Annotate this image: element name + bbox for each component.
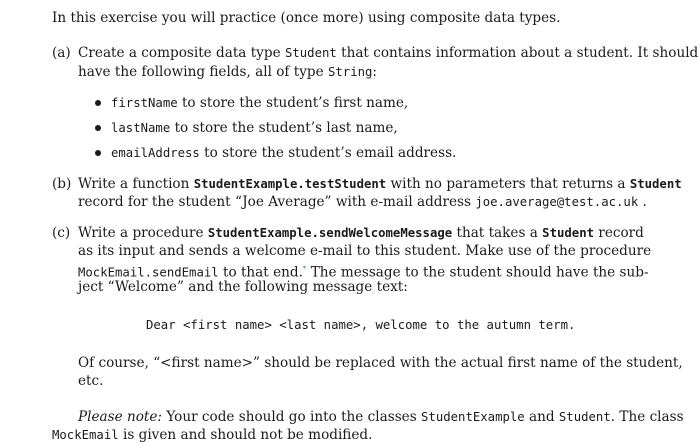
note-text: is given and should not be modified.: [122, 427, 373, 443]
student-type-code: Student: [284, 46, 337, 60]
field-item: [111, 119, 398, 137]
test-student-function-code: StudentExample.testStudent: [193, 177, 387, 191]
note-label: Please note:: [78, 409, 163, 425]
part-b-text: .: [642, 194, 647, 210]
note-text: Your code should go into the classes: [166, 409, 417, 425]
part-c-line-2: as its input and sends a welcome e-mail to this student. Make use of the procedure: [78, 243, 652, 259]
part-a-text: have the following fields, all of type: [78, 64, 324, 80]
field-name-code: lastName: [111, 121, 171, 135]
part-c-line-1: [78, 224, 644, 242]
field-description: to store the student’s last name,: [174, 120, 398, 136]
string-type-code: String: [328, 65, 373, 79]
send-email-procedure-code: MockEmail.sendEmail: [78, 265, 219, 280]
welcome-message-code: Dear <first name> <last name>, welcome to the autumn term.: [146, 318, 576, 332]
field-name-code: emailAddress: [111, 146, 200, 160]
note-text: . The class: [610, 409, 684, 425]
part-b-text: Write a function: [78, 176, 190, 192]
part-b-line-2: [78, 193, 647, 211]
bullet-icon: [95, 125, 101, 131]
field-item: [111, 94, 408, 112]
field-name-code: firstName: [111, 96, 178, 110]
bullet-icon: [95, 150, 101, 156]
bullet-icon: [95, 100, 101, 106]
part-c-text: to that end.: [223, 264, 303, 281]
part-c-text: The message to the student should have the sub-: [310, 264, 649, 281]
note-text: and: [529, 409, 555, 425]
intro-text: In this exercise you will practice (once more) using composite data types.: [52, 10, 561, 26]
part-c-after-1: Of course, “<first name>” should be replaced with the actual first name of the student,: [78, 355, 683, 371]
field-description: to store the student’s email address.: [204, 145, 457, 161]
field-description: to store the student’s first name,: [181, 95, 409, 111]
part-c-text: record: [598, 225, 644, 241]
student-example-class-code: StudentExample: [421, 410, 525, 424]
mock-email-class-code: MockEmail: [52, 428, 119, 442]
part-b-text: record for the student “Joe Average” with e-mail address: [78, 194, 472, 210]
part-a-text: that contains information about a student. It should: [341, 45, 699, 61]
part-c-after-2: etc.: [78, 373, 104, 389]
part-c-text: Write a procedure: [78, 225, 204, 241]
note-line-2: [52, 426, 372, 444]
note-line-1: [78, 408, 684, 426]
footnote-mark[interactable]: *: [302, 265, 307, 273]
student-class-code: Student: [558, 410, 611, 424]
part-a-label: (a): [52, 45, 71, 61]
part-a-text: :: [372, 64, 378, 80]
send-welcome-message-code: StudentExample.sendWelcomeMessage: [207, 226, 453, 240]
part-a-line-1: [78, 44, 698, 62]
part-b-text: with no parameters that returns a: [390, 176, 626, 192]
field-item: [111, 144, 456, 162]
part-c-line-4: ject “Welcome” and the following message text:: [78, 279, 408, 295]
email-address-code: joe.average@test.ac.uk: [475, 195, 639, 209]
part-c-text: that takes a: [456, 225, 538, 241]
part-b-line-1: [78, 175, 682, 193]
student-type-code: Student: [542, 226, 594, 240]
part-a-line-2: [78, 63, 377, 81]
student-type-code: Student: [629, 177, 682, 191]
part-a-text: Create a composite data type: [78, 45, 281, 61]
part-c-label: (c): [52, 225, 71, 241]
part-b-label: (b): [52, 176, 72, 192]
